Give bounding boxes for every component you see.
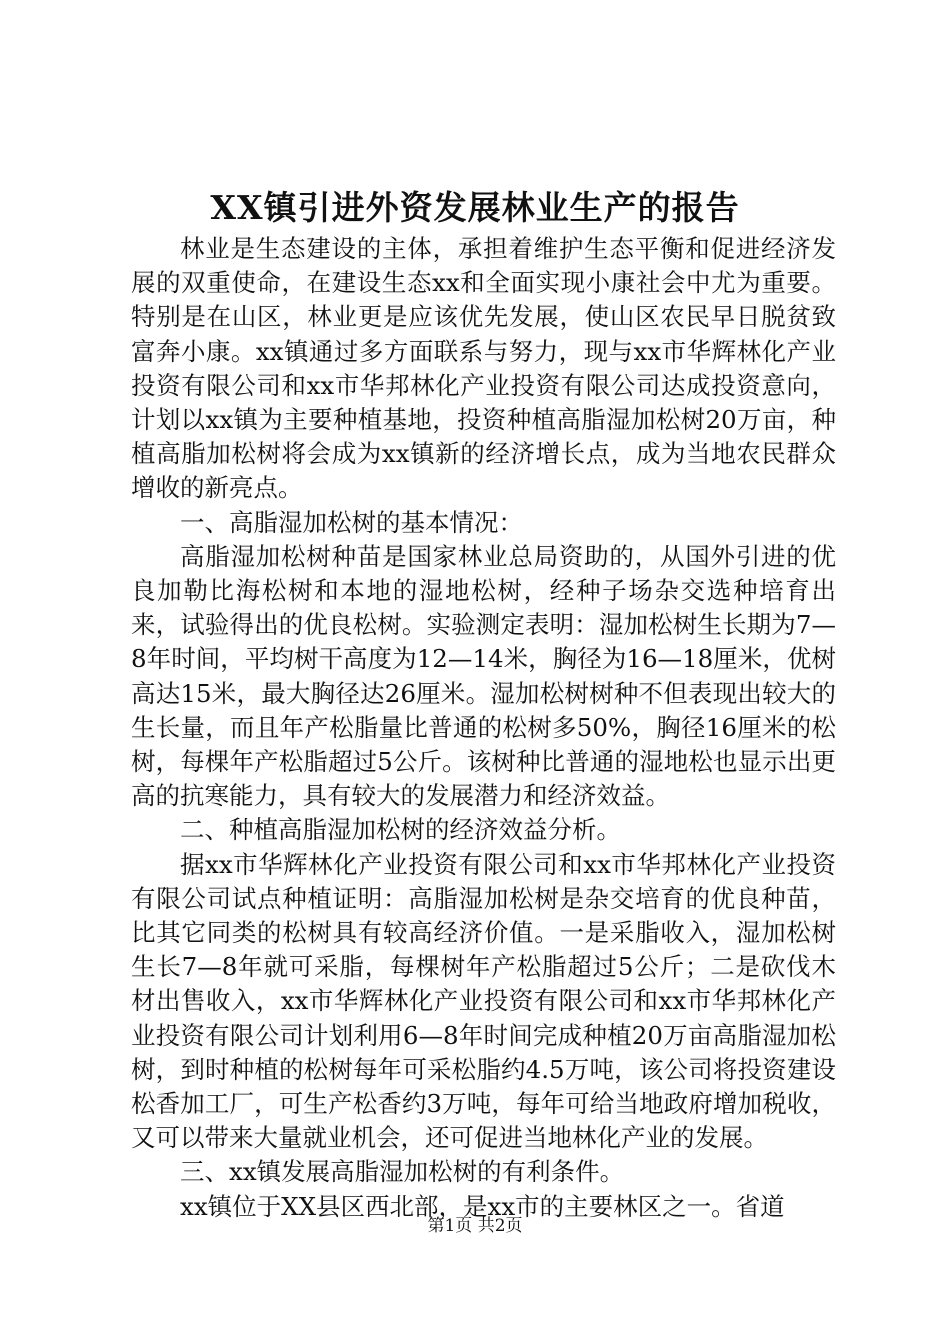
- page-footer: 第1页 共2页: [427, 1216, 523, 1236]
- section-heading-1: 一、高脂湿加松树的基本情况：: [180, 507, 523, 537]
- paragraph-intro: 林业是生态建设的主体，承担着维护生态平衡和促进经济发展的双重使命，在建设生态xx和全面实现小康社会中尤为重要。特别是在山区，林业更是应该优先发展，使山区农民早日脱贫致富奔小康。xx镇通过多方面联系与努力，现与xx市华辉林化产业投资有限公司和xx市华邦林化产业投资有限公司达成投资意向，计划以xx镇为主要种植基地，投资种植高脂湿加松树20万亩，种植高脂加松树将会成为xx镇新的经济增长点，成为当地农民群众增收的新亮点。: [131, 234, 836, 503]
- paragraph-section-1: 高脂湿加松树种苗是国家林业总局资助的，从国外引进的优良加勒比海松树和本地的湿地松树，经种子场杂交选种培育出来，试验得出的优良松树。实验测定表明：湿加松树生长期为7—8年时间，平均树干高度为12—14米，胸径为16—18厘米，优树高达15米，最大胸径达26厘米。湿加松树树种不但表现出较大的生长量，而且年产松脂量比普通的松树多50%，胸径16厘米的松树，每棵年产松脂超过5公斤。该树种比普通的湿地松也显示出更高的抗寒能力，具有较大的发展潜力和经济效益。: [131, 541, 836, 811]
- section-heading-2: 二、种植高脂湿加松树的经济效益分析。: [180, 815, 621, 845]
- document-body: [131, 232, 836, 1224]
- document-title: XX镇引进外资发展林业生产的报告: [210, 188, 740, 227]
- section-heading-3: 三、xx镇发展高脂湿加松树的有利条件。: [180, 1157, 625, 1187]
- paragraph-section-3: xx镇位于XX县区西北部，是xx市的主要林区之一。省道: [180, 1191, 785, 1221]
- paragraph-section-2: 据xx市华辉林化产业投资有限公司和xx市华邦林化产业投资有限公司试点种植证明：高脂湿加松树是杂交培育的优良种苗，比其它同类的松树具有较高经济价值。一是采脂收入，湿加松树生长7—8年就可采脂，每棵树年产松脂超过5公斤；二是砍伐木材出售收入，xx市华辉林化产业投资有限公司和xx市华邦林化产业投资有限公司计划利用6—8年时间完成种植20万亩高脂湿加松树，到时种植的松树每年可采松脂约4.5万吨，该公司将投资建设松香加工厂，可生产松香约3万吨，每年可给当地政府增加税收，又可以带来大量就业机会，还可促进当地林化产业的发展。: [131, 849, 836, 1153]
